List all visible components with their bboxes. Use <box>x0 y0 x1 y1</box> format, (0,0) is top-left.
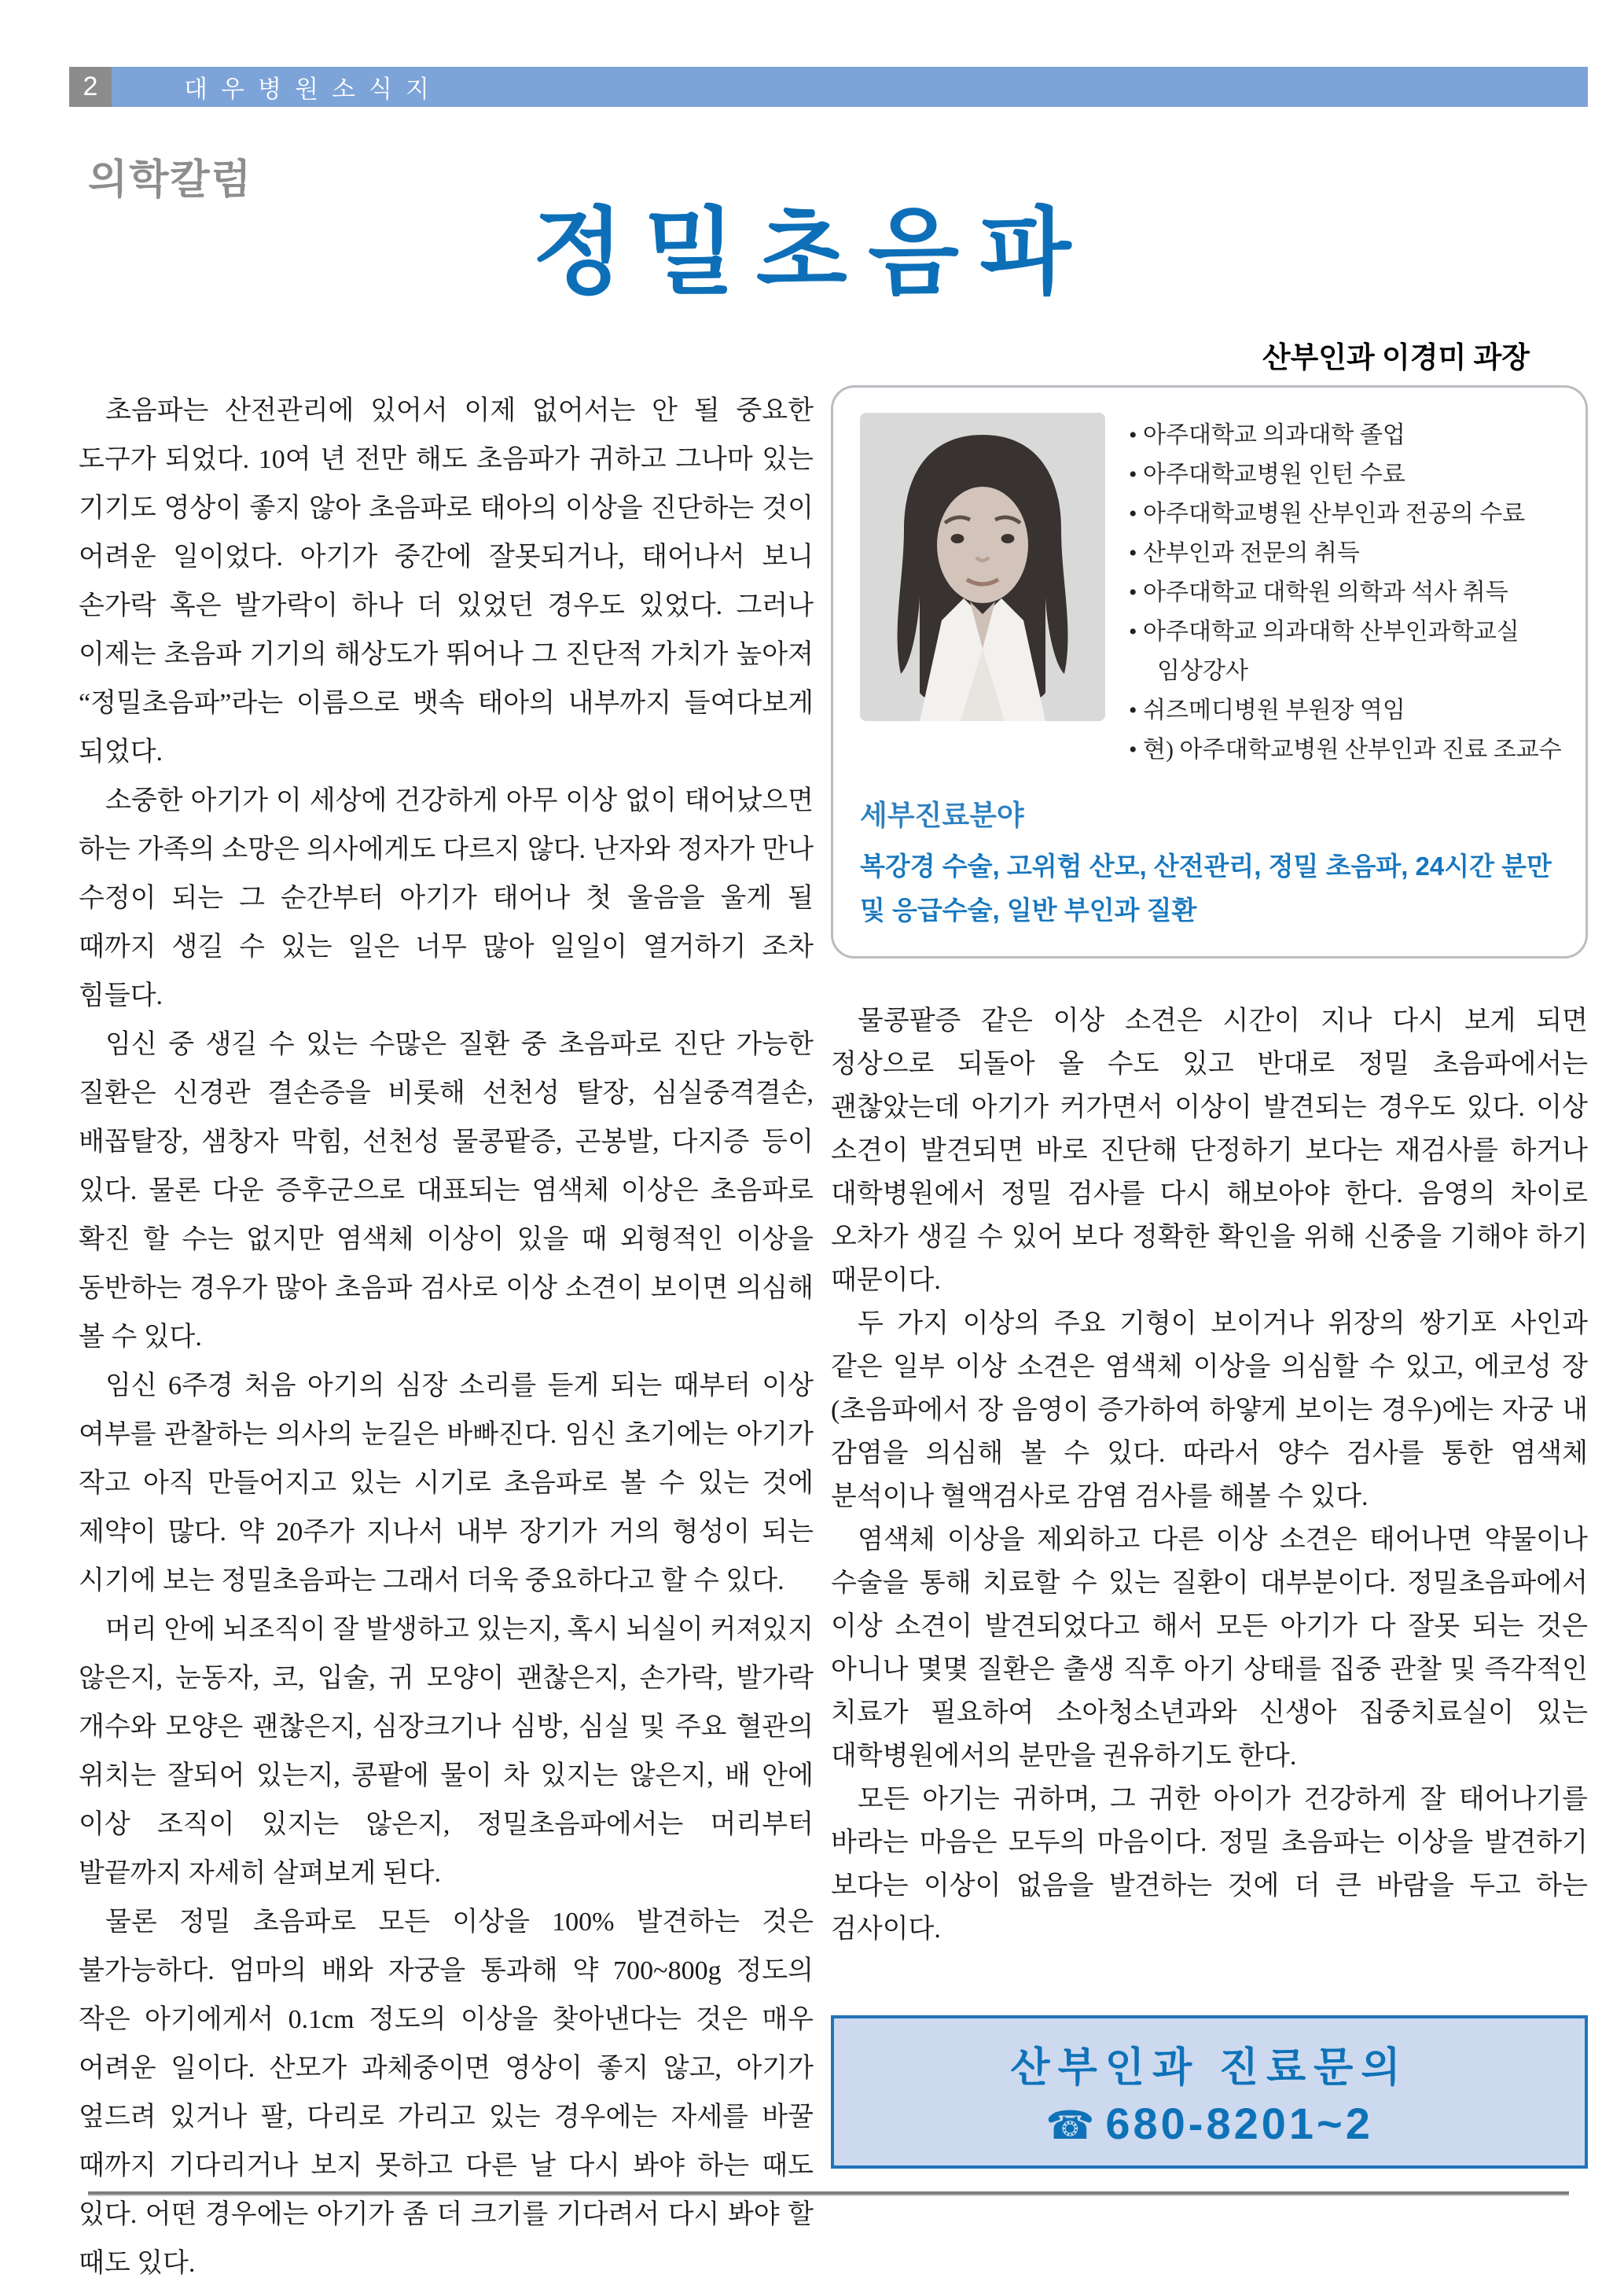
doctor-portrait-illustration <box>860 413 1105 721</box>
credential-item: • 산부인과 전문의 취득 <box>1129 534 1562 573</box>
credential-item: • 아주대학교 의과대학 졸업 <box>1129 416 1562 455</box>
credential-item: • 현) 아주대학교병원 산부인과 진료 조교수 <box>1129 730 1562 770</box>
paragraph: 초음파는 산전관리에 있어서 이제 없어서는 안 될 중요한 도구가 되었다. 10여 년 전만 해도 초음파가 귀하고 그나마 있는 기기도 영상이 좋지 않아 초음파로 태아의 이상을 진단하는 것이 어려운 일이었다. 아기가 중간에 잘못되거나, 태어나서 보니 손가락 혹은 발가락이 하나 더 있었던 경우도 있었다. 그러나 이제는 초음파 기기의 해상도가 뛰어나 그 진단적 가치가 높아져 “정밀초음파”라는 이름으로 뱃속 태아의 내부까지 들여다보게 되었다. <box>79 396 814 767</box>
paragraph: 머리 안에 뇌조직이 잘 발생하고 있는지, 혹시 뇌실이 커져있지 않은지, 눈동자, 코, 입술, 귀 모양이 괜찮은지, 손가락, 발가락 개수와 모양은 괜찮은지, 심장크기나 심방, 심실 및 주요 혈관의 위치는 잘되어 있는지, 콩팥에 물이 차 있지는 않은지, 배 안에 이상 조직이 있지는 않은지, 정밀초음파에서는 머리부터 발끝까지 자세히 살펴보게 된다. <box>79 1615 814 1888</box>
doctor-photo <box>860 413 1105 721</box>
page-number: 2 <box>69 67 112 107</box>
specialty-text: 복강경 수술, 고위험 산모, 산전관리, 정밀 초음파, 24시간 분만 및 응급수술, 일반 부인과 질환 <box>860 852 1552 925</box>
paragraph: 모든 아기는 귀하며, 그 귀한 아이가 건강하게 잘 태어나기를 바라는 마음은 모두의 마음이다. 정밀 초음파는 이상을 발견하기 보다는 이상이 없음을 발견하는 것에 더 큰 바람을 두고 하는 검사이다. <box>831 1785 1588 1944</box>
specialty-label: 세부진료분야 <box>860 799 1024 831</box>
contact-title: 산부인과 진료문의 <box>1010 2045 1409 2091</box>
credential-item: • 아주대학교 대학원 의학과 석사 취득 <box>1129 573 1562 613</box>
phone-number: 680-8201~2 <box>1105 2099 1373 2148</box>
credentials-list <box>1129 416 1562 770</box>
article-byline: 산부인과 이경미 과장 <box>1262 342 1530 374</box>
paragraph: 물콩팥증 같은 이상 소견은 시간이 지나 다시 보게 되면 정상으로 되돌아 올 수도 있고 반대로 정밀 초음파에서는 괜찮았는데 아기가 커가면서 이상이 발견되는 경우도 있다. 이상 소견이 발견되면 바로 진단해 단정하기 보다는 재검사를 하거나 대학병원에서 정밀 검사를 다시 해보아야 한다. 음영의 차이로 오차가 생길 수 있어 보다 정확한 확인을 위해 신중을 기해야 하기 때문이다. <box>831 1006 1588 1295</box>
contact-box <box>831 2015 1588 2169</box>
newsletter-title-bar <box>112 67 1588 107</box>
paragraph: 염색체 이상을 제외하고 다른 이상 소견은 태어나면 약물이나 수술을 통해 치료할 수 있는 질환이 대부분이다. 정밀초음파에서 이상 소견이 발견되었다고 해서 모든 아기가 다 잘못 되는 것은 아니나 몇몇 질환은 출생 직후 아기 상태를 집중 관찰 및 즉각적인 치료가 필요하여 소아청소년과와 신생아 집중치료실이 있는 대학병원에서의 분만을 권유하기도 한다. <box>831 1525 1588 1771</box>
page-header <box>69 67 1588 107</box>
credential-item: • 쉬즈메디병원 부원장 역임 <box>1129 691 1562 730</box>
credential-item: • 아주대학교 의과대학 산부인과학교실 임상강사 <box>1129 613 1562 691</box>
credential-item: • 아주대학교병원 인턴 수료 <box>1129 455 1562 495</box>
left-column <box>79 387 814 2288</box>
contact-phone <box>834 2098 1585 2149</box>
paragraph: 소중한 아기가 이 세상에 건강하게 아무 이상 없이 태어났으면 하는 가족의 소망은 의사에게도 다르지 않다. 난자와 정자가 만나 수정이 되는 그 순간부터 아기가 태어나 첫 울음을 울게 될 때까지 생길 수 있는 일은 너무 많아 일일이 열거하기 조차 힘들다. <box>79 786 814 1010</box>
profile-photo-and-credentials <box>860 413 1562 770</box>
section-label: 의학칼럼 <box>88 157 252 203</box>
footer-divider <box>88 2191 1569 2196</box>
paragraph: 임신 6주경 처음 아기의 심장 소리를 듣게 되는 때부터 이상 여부를 관찰하는 의사의 눈길은 바빠진다. 임신 초기에는 아기가 작고 아직 만들어지고 있는 시기로 초음파로 볼 수 있는 것에 제약이 많다. 약 20주가 지나서 내부 장기가 거의 형성이 되는 시기에 보는 정밀초음파는 그래서 더욱 중요하다고 할 수 있다. <box>79 1371 814 1595</box>
paragraph: 임신 중 생길 수 있는 수많은 질환 중 초음파로 진단 가능한 질환은 신경관 결손증을 비롯해 선천성 탈장, 심실중격결손, 배꼽탈장, 샘창자 막힘, 선천성 물콩팥증, 곤봉발, 다지증 등이 있다. 물론 다운 증후군으로 대표되는 염색체 이상은 초음파로 확진 할 수는 없지만 염색체 이상이 있을 때 외형적인 이상을 동반하는 경우가 많아 초음파 검사로 이상 소견이 보이면 의심해 볼 수 있다. <box>79 1030 814 1352</box>
right-column <box>831 385 1588 2148</box>
paragraph: 물론 정밀 초음파로 모든 이상을 100% 발견하는 것은 불가능하다. 엄마의 배와 자궁을 통과해 약 700~800g 정도의 작은 아기에게서 0.1cm 정도의 이상을 찾아낸다는 것은 매우 어려운 일이다. 산모가 과체중이면 영상이 좋지 않고, 아기가 엎드려 있거나 팔, 다리로 가리고 있는 경우에는 자세를 바꿀 때까지 기다리거나 보지 못하고 다른 날 다시 봐야 하는 때도 있다. 어떤 경우에는 아기가 좀 더 크기를 기다려서 다시 봐야 할 때도 있다. <box>79 1908 814 2278</box>
article-title: 정밀초음파 <box>532 200 1092 305</box>
phone-icon: ☎ <box>1045 2103 1098 2147</box>
paragraph: 두 가지 이상의 주요 기형이 보이거나 위장의 쌍기포 사인과 같은 일부 이상 소견은 염색체 이상을 의심할 수 있고, 에코성 장(초음파에서 장 음영이 증가하여 하얗게 보이는 경우)에는 자궁 내 감염을 의심해 볼 수 있다. 따라서 양수 검사를 통한 염색체 분석이나 혈액검사로 감염 검사를 해볼 수 있다. <box>831 1309 1588 1511</box>
doctor-profile-card <box>831 385 1588 959</box>
credential-item: • 아주대학교병원 산부인과 전공의 수료 <box>1129 495 1562 534</box>
newsletter-title: 대우병원소식지 <box>184 75 443 103</box>
